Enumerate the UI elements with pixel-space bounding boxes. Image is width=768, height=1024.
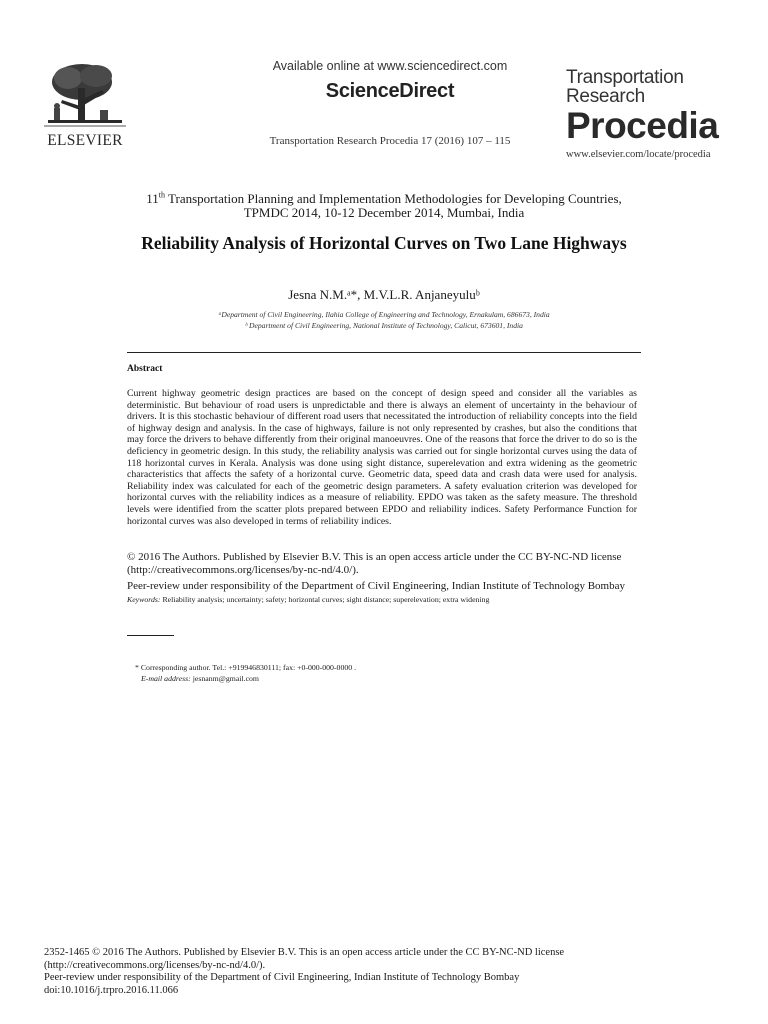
conference-line2: TPMDC 2014, 10-12 December 2014, Mumbai, India (243, 205, 525, 220)
footer-doi[interactable]: doi:10.1016/j.trpro.2016.11.066 (44, 984, 179, 996)
journal-logo (566, 68, 736, 146)
corresponding-author-footnote (135, 663, 615, 684)
email-label: E-mail address: (141, 673, 191, 683)
email-line (135, 674, 615, 685)
affiliations (130, 310, 638, 331)
conference-line1 (120, 192, 648, 206)
license-link[interactable]: (http://creativecommons.org/licenses/by-nc-nd/4.0/). (127, 564, 359, 576)
journal-citation: Transportation Research Procedia 17 (2016) 107 – 115 (269, 135, 511, 147)
elsevier-logo (40, 60, 130, 150)
conference-ordinal: th (158, 190, 165, 200)
corresponding-author: * Corresponding author. Tel.: +919946830111; fax: +0-000-000-0000 . (135, 663, 357, 672)
journal-logo-line2: Research (566, 86, 645, 107)
elsevier-tree-icon (40, 60, 130, 130)
available-online-text: Available online at www.sciencedirect.com (272, 59, 508, 73)
email-link[interactable]: jesnanm@gmail.com (190, 673, 259, 683)
conference-number: 11 (146, 191, 159, 206)
keywords (127, 595, 641, 605)
paper-authors: Jesna N.M.ᵃ*, M.V.L.R. Anjaneyuluᵇ (288, 287, 480, 302)
paper-title: Reliability Analysis of Horizontal Curves on Two Lane Highways (141, 233, 627, 253)
page-footer (44, 947, 724, 997)
journal-url-link[interactable]: www.elsevier.com/locate/procedia (566, 149, 711, 160)
abstract-heading: Abstract (127, 364, 163, 374)
conference-info (120, 192, 648, 220)
abstract-body: Current highway geometric design practices are based on the concept of design speed and consider all the variables as deterministic. But behaviour of road users is unpredictable and there is always an element of uncertainty in the behaviour of drivers. It is this stochastic behaviour of different road users that necessitated the introduction of reliability concepts into the field of highway design and analysis. In the case of highways, failure is not only represented by crashes, but also the conditions that may force the drivers to behave differently from their original manoeuvres. One of the reasons that force the driver to do so is the deficiency in geometric design. In this study, the reliability analysis was carried out for single horizontal curves using the data of 118 horizontal curves in Kerala. Analysis was done using sight distance, superelevation and extra widening as the geometric characteristics that affects the safety of a horizontal curve. Geometric data, speed data and crash data were used for analysis. Reliability index was calculated for each of the geometric design parameters. A safety evaluation criterion was developed for horizontal curves with the reliability indices as a measure of reliability. EPDO was taken as the safety measure. The threshold levels were identified from the scatter plots prepared between EPDO and reliability indices. Safety Performance Function for horizontal curves was also developed in terms of reliability indices. (127, 388, 637, 527)
conference-name: Transportation Planning and Implementation Methodologies for Developing Countries, (165, 191, 622, 206)
footer-license-link[interactable]: (http://creativecommons.org/licenses/by-nc-nd/4.0/). (44, 959, 266, 971)
peer-review-note: Peer-review under responsibility of the Department of Civil Engineering, Indian Institute of Technology Bombay (127, 580, 625, 592)
copyright-line1: © 2016 The Authors. Published by Elsevier B.V. This is an open access article under the CC BY-NC-ND license (127, 551, 622, 563)
sciencedirect-brand: ScienceDirect (325, 80, 455, 102)
publisher-name: ELSEVIER (47, 132, 123, 149)
affiliation-a: ᵃDepartment of Civil Engineering, Ilahia College of Engineering and Technology, Ernakulam, 686673, India (218, 310, 550, 319)
journal-logo-line1: Transportation (566, 67, 684, 88)
affiliation-b: ᵇ Department of Civil Engineering, National Institute of Technology, Calicut, 673601, India (245, 320, 523, 330)
keywords-list: Reliability analysis; uncertainty; safety; horizontal curves; sight distance; superelevation; extra widening (160, 595, 490, 604)
footer-license: 2352-1465 © 2016 The Authors. Published by Elsevier B.V. This is an open access article under the CC BY-NC-ND license (44, 947, 565, 958)
divider (127, 352, 641, 353)
journal-logo-line3: Procedia (566, 105, 719, 146)
keywords-label: Keywords: (127, 595, 161, 604)
footer-peer-review: Peer-review under responsibility of the Department of Civil Engineering, Indian Institute of Technology Bombay (44, 972, 520, 983)
footnote-divider (127, 635, 174, 636)
copyright-notice (127, 551, 641, 577)
